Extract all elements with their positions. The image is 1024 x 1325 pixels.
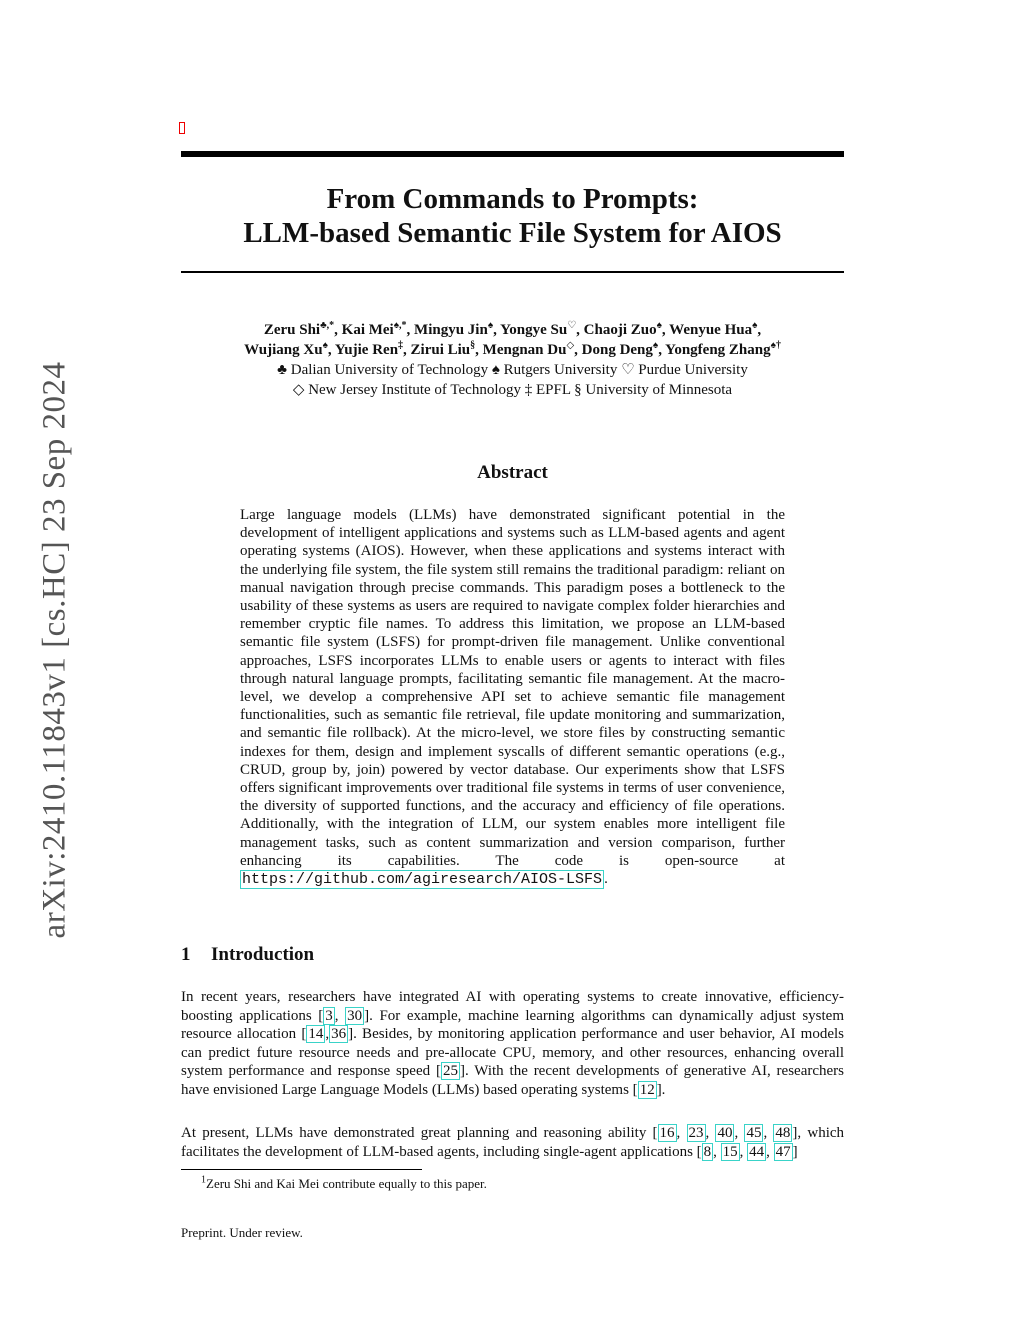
author-affiliation-mark: ◇ — [566, 340, 575, 351]
paragraph-text: ]. Besides, by monitoring application performance and user behavior, AI models can predict future resource needs and pre-allocate CPU, memory, and other resources, enhancing overall system performance and response speed [ — [181, 1026, 844, 1079]
author-name: Yongfeng Zhang — [665, 342, 771, 358]
citation-link[interactable]: 36 — [331, 1026, 347, 1042]
author-name: Zirui Liu — [410, 342, 471, 358]
author-name: Yujie Ren — [334, 342, 399, 358]
author-block — [181, 320, 844, 400]
paragraph-text: , — [705, 1125, 716, 1141]
title-top-rule — [181, 151, 844, 157]
author-separator: , — [661, 322, 670, 338]
author-separator: , — [576, 322, 584, 338]
paragraph-text: At present, LLMs have demonstrated great planning and reasoning ability [ — [181, 1125, 658, 1141]
paragraph-text: , — [739, 1143, 748, 1160]
author-separator: , — [475, 342, 483, 358]
author-affiliation-mark: ♠† — [770, 340, 781, 351]
footnote-number: 1 — [201, 1174, 206, 1186]
paragraph-text: ]. For example, machine learning algorithms can dynamically adjust system resource allocation [ — [181, 1007, 844, 1042]
abstract-heading: Abstract — [477, 462, 548, 483]
citation-link[interactable]: 15 — [722, 1143, 738, 1160]
title-bottom-rule — [181, 271, 844, 273]
footnote — [181, 1176, 844, 1192]
author-affiliation-mark: ♠ — [322, 340, 328, 351]
paragraph-text: ]. With the recent developments of generative AI, researchers have envisioned Large Language Models (LLMs) based operating systems [ — [181, 1063, 845, 1098]
citation-link[interactable]: 45 — [746, 1125, 762, 1141]
citation-link[interactable]: 3 — [325, 1007, 333, 1024]
author-name: Wujiang Xu — [244, 342, 323, 358]
paragraph-text: , — [766, 1143, 774, 1160]
author-name: Dong Deng — [581, 342, 653, 358]
author-line-1 — [181, 320, 844, 340]
arxiv-side-label: arXiv:2410.11843v1 [cs.HC] 23 Sep 2024 — [36, 361, 73, 939]
author-affiliation-mark: ♡ — [567, 320, 577, 331]
author-separator: , — [757, 322, 762, 338]
citation-link[interactable]: 40 — [717, 1125, 733, 1141]
citation-link[interactable]: 14 — [308, 1026, 324, 1042]
title-line-1: From Commands to Prompts: — [326, 183, 699, 215]
author-name: Mingyu Jin — [414, 322, 488, 338]
author-affiliation-mark: ♠ — [752, 320, 758, 331]
citation-link[interactable]: 12 — [639, 1081, 655, 1098]
paragraph-text: ]. — [656, 1081, 666, 1098]
section-title: Introduction — [211, 944, 315, 965]
abstract-text: Large language models (LLMs) have demonstrated significant potential in the development of intelligent applications and systems such as LLM-based agents and agent operating systems (AIOS). However, when these applications and systems interact with the underlying file system, the file system still remains the traditional paradigm: reliant on manual navigation through precise commands. This paradigm poses a bottleneck to the usability of these systems as users are required to navigate complex folder hierarchies and remember cryptic file names. To address this limitation, we propose an LLM-based semantic file system (LSFS) for prompt-driven file management. Unlike conventional approaches, LSFS incorporates LLMs to enable users or agents to interact with files through natural language prompts, facilitating semantic file management. At the macro-level, we develop a comprehensive API set to achieve semantic file management functionalities, such as semantic file retrieval, file update monitoring and summarization, and semantic file rollback). At the micro-level, we store files by constructing semantic indexes for them, design and implement syscalls of different semantic operations (e.g., CRUD, group by, join) powered by vector database. Our experiments show that LSFS offers significant improvements over traditional file systems in terms of user convenience, the diversity of supported functions, and the accuracy and efficiency of file operations. Additionally, with the integration of LLM, our system enables more intelligent file management tasks, such as content summarization and version comparison, further enhancing its capabilities. The code is open-source at — [240, 507, 785, 869]
author-line-2 — [181, 340, 844, 360]
paragraph-text: ] — [792, 1143, 798, 1160]
intro-paragraph-1 — [181, 988, 844, 1099]
author-separator: , — [327, 342, 335, 358]
citation-link[interactable]: 16 — [659, 1125, 675, 1141]
citation-link[interactable]: 23 — [688, 1125, 704, 1141]
author-separator: , — [658, 342, 666, 358]
citation-link[interactable]: 8 — [703, 1143, 712, 1160]
author-affiliation-mark: ‡ — [398, 340, 404, 351]
code-url-link[interactable]: https://github.com/agiresearch/AIOS-LSFS — [242, 871, 603, 889]
author-separator: , — [403, 342, 411, 358]
footnote-text: Zeru Shi and Kai Mei contribute equally to this paper. — [206, 1176, 487, 1191]
citation-link[interactable]: 48 — [775, 1125, 791, 1141]
paragraph-text: In recent years, researchers have integrated AI with operating systems to create innovative, efficiency-boosting applications [ — [181, 989, 844, 1024]
preprint-notice: Preprint. Under review. — [181, 1225, 303, 1240]
author-affiliation-mark: ♠ — [487, 320, 494, 331]
author-name: Zeru Shi — [263, 322, 321, 338]
author-separator: , — [493, 322, 501, 338]
author-name: Mengnan Du — [482, 342, 567, 358]
author-name: Chaoji Zuo — [583, 322, 657, 338]
author-affiliation-mark: ♠ — [652, 340, 659, 351]
paragraph-text: , — [334, 1007, 346, 1024]
author-affiliation-mark: ♠ — [656, 320, 662, 331]
intro-paragraph-2 — [181, 1124, 844, 1161]
footnote-rule — [181, 1169, 422, 1170]
paragraph-text: ], which facilitates the development of LLM-based agents, including single-agent applications [ — [181, 1125, 845, 1160]
author-name: Yongye Su — [500, 322, 568, 338]
abstract-body — [240, 506, 785, 889]
citation-link[interactable]: 44 — [749, 1143, 765, 1160]
author-separator: , — [406, 322, 415, 338]
paragraph-text: , — [713, 1143, 721, 1160]
author-name: Wenyue Hua — [669, 322, 753, 338]
paragraph-text: , — [734, 1125, 745, 1141]
abstract-end: . — [604, 871, 608, 888]
paper-title — [181, 182, 844, 250]
affiliation-line-2: ◇ New Jersey Institute of Technology ‡ EPFL § University of Minnesota — [292, 382, 733, 398]
section-number: 1 — [181, 944, 191, 965]
paragraph-text: , — [676, 1125, 687, 1141]
author-separator: , — [334, 322, 342, 338]
author-affiliation-mark: § — [470, 340, 476, 351]
affiliation-line-1: ♣ Dalian University of Technology ♠ Rutgers University ♡ Purdue University — [277, 362, 748, 378]
section-heading-introduction — [181, 944, 314, 966]
author-affiliation-mark: ♣,* — [320, 320, 335, 331]
citation-link[interactable]: 30 — [347, 1007, 363, 1024]
paragraph-text: , — [763, 1125, 774, 1141]
paragraph-text: , — [325, 1026, 330, 1042]
author-name: Kai Mei — [341, 322, 394, 338]
author-affiliation-mark: ♠,* — [393, 320, 407, 331]
citation-link[interactable]: 25 — [442, 1063, 458, 1079]
citation-link[interactable]: 47 — [775, 1143, 791, 1160]
footnote-marker[interactable] — [179, 122, 185, 134]
title-line-2: LLM-based Semantic File System for AIOS — [243, 217, 782, 249]
author-separator: , — [574, 342, 582, 358]
